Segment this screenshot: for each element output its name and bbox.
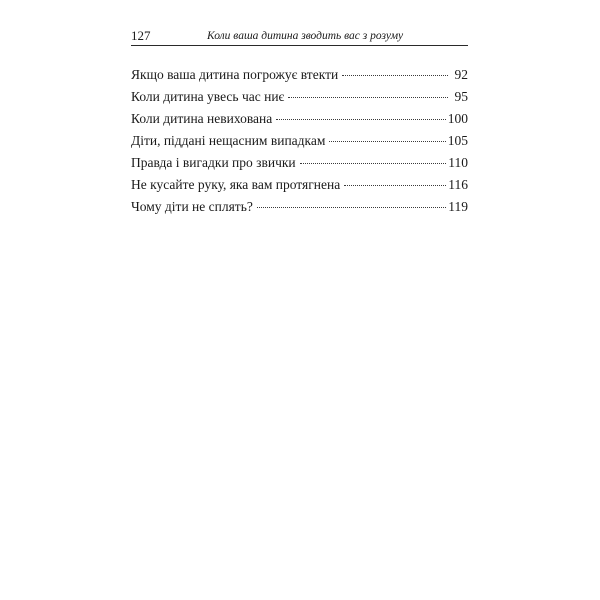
dot-leader bbox=[257, 207, 446, 208]
toc-entry-title: Правда і вигадки про звички bbox=[131, 155, 296, 170]
dot-leader bbox=[300, 163, 447, 164]
toc-entry-page: 100 bbox=[447, 111, 468, 126]
toc-entry-title: Коли дитина невихована bbox=[131, 111, 273, 126]
toc-entry-page: 95 bbox=[454, 89, 468, 104]
toc-entry bbox=[131, 64, 468, 86]
toc-entry-page: 110 bbox=[448, 155, 468, 170]
running-title: Коли ваша дитина зводить вас з розуму bbox=[207, 30, 404, 42]
dot-leader bbox=[288, 97, 448, 98]
page-header bbox=[131, 27, 468, 46]
toc-entry-page: 92 bbox=[454, 67, 468, 82]
toc-entry-title: Чому діти не сплять? bbox=[131, 199, 253, 214]
toc-entry bbox=[131, 86, 468, 108]
toc-entry-title: Коли дитина увесь час ниє bbox=[131, 89, 285, 104]
dot-leader bbox=[276, 119, 445, 120]
toc-entry-title: Не кусайте руку, яка вам протягнена bbox=[131, 177, 341, 192]
toc-entry-page: 119 bbox=[448, 199, 468, 214]
toc-entry bbox=[131, 196, 468, 218]
dot-leader bbox=[344, 185, 446, 186]
table-of-contents bbox=[131, 64, 468, 218]
toc-entry bbox=[131, 130, 468, 152]
dot-leader bbox=[342, 75, 448, 76]
toc-entry-title: Діти, піддані нещасним випадкам bbox=[131, 133, 326, 148]
toc-entry-page: 116 bbox=[448, 177, 468, 192]
dot-leader bbox=[329, 141, 445, 142]
toc-entry-page: 105 bbox=[447, 133, 468, 148]
toc-entry bbox=[131, 152, 468, 174]
toc-entry-title: Якщо ваша дитина погрожує втекти bbox=[131, 67, 339, 82]
toc-entry bbox=[131, 108, 468, 130]
toc-entry bbox=[131, 174, 468, 196]
page-number: 127 bbox=[131, 28, 151, 43]
